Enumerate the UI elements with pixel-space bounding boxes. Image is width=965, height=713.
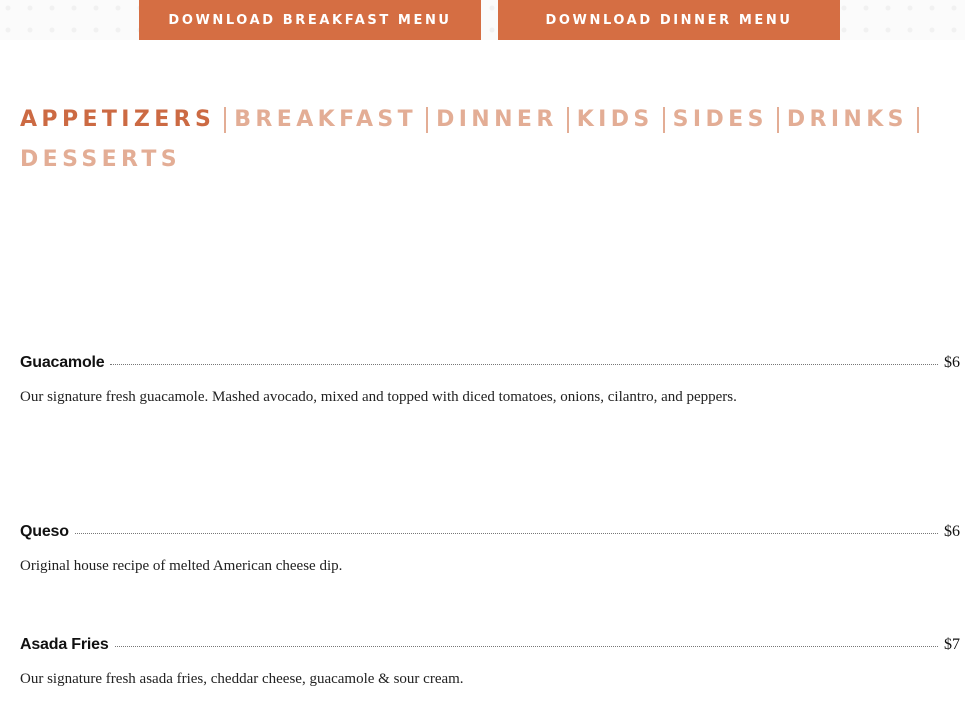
menu-item-header [20, 523, 960, 541]
tab-breakfast[interactable]: BREAKFAST [234, 107, 418, 132]
menu-item [20, 354, 960, 406]
menu-item-description: Our signature fresh asada fries, cheddar cheese, guacamole & sour cream. [20, 671, 464, 687]
menu-item [20, 523, 960, 575]
menu-item-header [20, 636, 960, 654]
menu-item-price: $6 [944, 354, 960, 371]
menu-item-description: Original house recipe of melted American cheese dip. [20, 558, 343, 574]
tab-divider [663, 107, 665, 133]
tab-appetizers[interactable]: APPETIZERS [20, 107, 216, 132]
tab-drinks[interactable]: DRINKS [786, 107, 908, 132]
tab-divider [426, 107, 428, 133]
download-breakfast-menu-button[interactable]: DOWNLOAD BREAKFAST MENU [139, 0, 481, 40]
tab-kids[interactable]: KIDS [576, 107, 654, 132]
tab-sides[interactable]: SIDES [672, 107, 768, 132]
tab-desserts[interactable]: DESSERTS [20, 147, 182, 172]
menu-item-description: Our signature fresh guacamole. Mashed avocado, mixed and topped with diced tomatoes, onions, cilantro, and peppers. [20, 389, 737, 405]
menu-item-name: Guacamole [20, 354, 105, 371]
menu-category-tabs [20, 100, 945, 180]
download-dinner-menu-button[interactable]: DOWNLOAD DINNER MENU [498, 0, 840, 40]
dot-leader [75, 532, 938, 534]
menu-item-name: Queso [20, 523, 69, 540]
dot-leader [110, 363, 938, 365]
menu-item-price: $6 [944, 523, 960, 540]
tab-divider [917, 107, 919, 133]
tab-divider [567, 107, 569, 133]
tab-divider [777, 107, 779, 133]
tab-dinner[interactable]: DINNER [436, 107, 558, 132]
menu-item-price: $7 [944, 636, 960, 653]
dot-leader [115, 645, 938, 647]
menu-item [20, 636, 960, 688]
menu-item-name: Asada Fries [20, 636, 109, 653]
tab-divider [224, 107, 226, 133]
menu-item-header [20, 354, 960, 372]
